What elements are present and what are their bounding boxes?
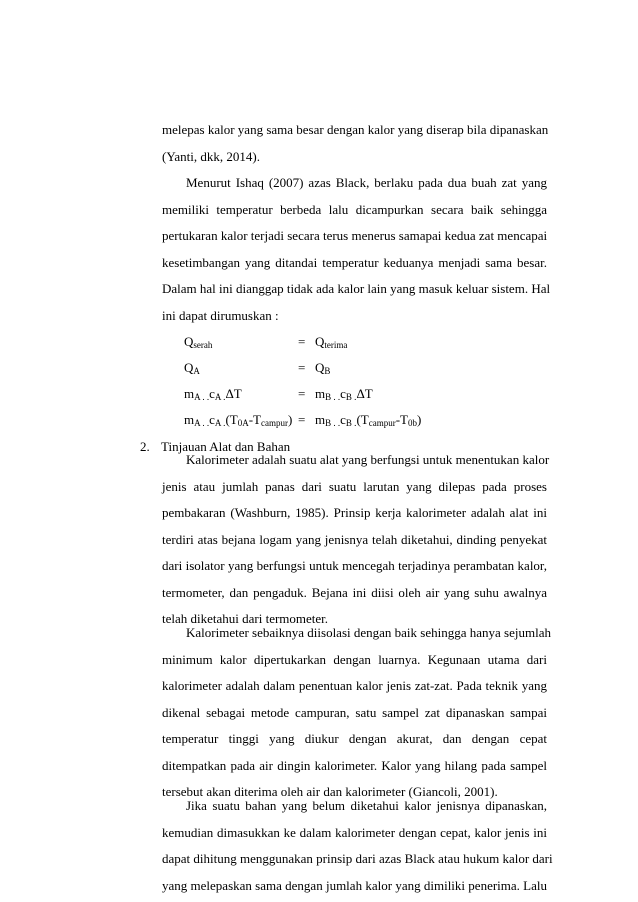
text-line: jenis atau jumlah panas dari suatu larutan yang dilepas pada proses: [162, 478, 547, 494]
equation-right: $Q_{terima}$: [315, 334, 348, 350]
text-line: kesetimbangan yang ditandai temperatur keduanya menjadi sama besar.: [162, 254, 547, 270]
text-line: dari isolator yang berfungsi untuk mencegah terjadinya perambatan kalor,: [162, 558, 547, 573]
text-line: kemudian dimasukkan ke dalam kalorimeter dengan cepat, kalor jenis ini: [162, 824, 547, 840]
text-line: memiliki temperatur berbeda lalu dicampurkan secara baik sehingga: [162, 201, 547, 217]
equals-sign: =: [298, 412, 306, 427]
text-line: kalorimeter adalah dalam penentuan kalor jenis zat-zat. Pada teknik yang: [162, 678, 547, 693]
equation-left: $Q_{serah}$: [184, 334, 213, 350]
equation-right: $m_{B . .}c_{B .}(T_{campur}-T_{0b})$: [315, 412, 422, 428]
text-line: melepas kalor yang sama besar dengan kalor yang diserap bila dipanaskan: [162, 122, 549, 137]
section-number: 2.: [140, 439, 150, 454]
text-line: Dalam hal ini dianggap tidak ada kalor lain yang masuk keluar sistem. Hal: [162, 281, 551, 296]
paragraph-unknown-material: [162, 793, 553, 899]
equals-sign: =: [298, 386, 306, 401]
text-line: telah diketahui dari termometer.: [162, 611, 329, 626]
equation-right: $Q_B$: [315, 360, 331, 376]
equation-left: $m_{A . .}c_{A .}(T_{0A}-T_{campur})$: [184, 412, 293, 428]
text-line: ditempatkan pada air dingin kalorimeter. Kalor yang hilang pada sampel: [162, 757, 547, 773]
text-line: minimum kalor dipertukarkan dengan luarnya. Kegunaan utama dari: [162, 651, 547, 667]
text-line: termometer, dan pengaduk. Bejana ini diisi oleh air yang suhu awalnya: [162, 584, 547, 600]
equation-left: $Q_A$: [184, 360, 200, 376]
equals-sign: =: [298, 360, 306, 375]
text-line: temperatur tinggi yang diukur dengan akurat, dan dengan cepat: [162, 731, 547, 746]
equation-left: $m_{A . .}c_{A .}\Delta T$: [184, 386, 242, 402]
text-line: (Yanti, dkk, 2014).: [162, 148, 260, 164]
equation-right: $m_{B . .}c_{B .}\Delta T$: [315, 386, 373, 402]
text-line: yang melepaskan sama dengan jumlah kalor yang dimiliki penerima. Lalu: [162, 877, 547, 893]
text-line: Jika suatu bahan yang belum diketahui kalor jenisnya dipanaskan,: [186, 798, 547, 813]
paragraph-kalorimeter-isolation: [162, 620, 551, 806]
text-line: pertukaran kalor terjadi secara terus menerus samapai kedua zat mencapai: [162, 228, 548, 243]
paragraph-azas-black: [162, 170, 551, 329]
text-line: tersebut akan diterima oleh air dan kalorimeter (Giancoli, 2001).: [162, 784, 498, 799]
equals-sign: =: [298, 334, 306, 349]
text-line: dikenal sebagai metode campuran, satu sampel zat dipanaskan sampai: [162, 704, 547, 720]
text-line: Kalorimeter sebaiknya diisolasi dengan baik sehingga hanya sejumlah: [186, 625, 551, 640]
paragraph-continuation: [162, 117, 547, 170]
paragraph-kalorimeter-definition: [162, 447, 550, 633]
text-line: pembakaran (Washburn, 1985). Prinsip kerja kalorimeter adalah alat ini: [162, 505, 547, 520]
text-line: terdiri atas bejana logam yang jenisnya telah diketahui, dinding penyekat: [162, 531, 547, 547]
text-line: Kalorimeter adalah suatu alat yang berfungsi untuk menentukan kalor: [186, 452, 550, 467]
text-line: Menurut Ishaq (2007) azas Black, berlaku pada dua buah zat yang: [186, 175, 547, 190]
text-line: ini dapat dirumuskan :: [162, 307, 279, 323]
text-line: dapat dihitung menggunakan prinsip dari azas Black atau hukum kalor dari: [162, 851, 553, 866]
section-title: Tinjauan Alat dan Bahan: [161, 439, 291, 454]
